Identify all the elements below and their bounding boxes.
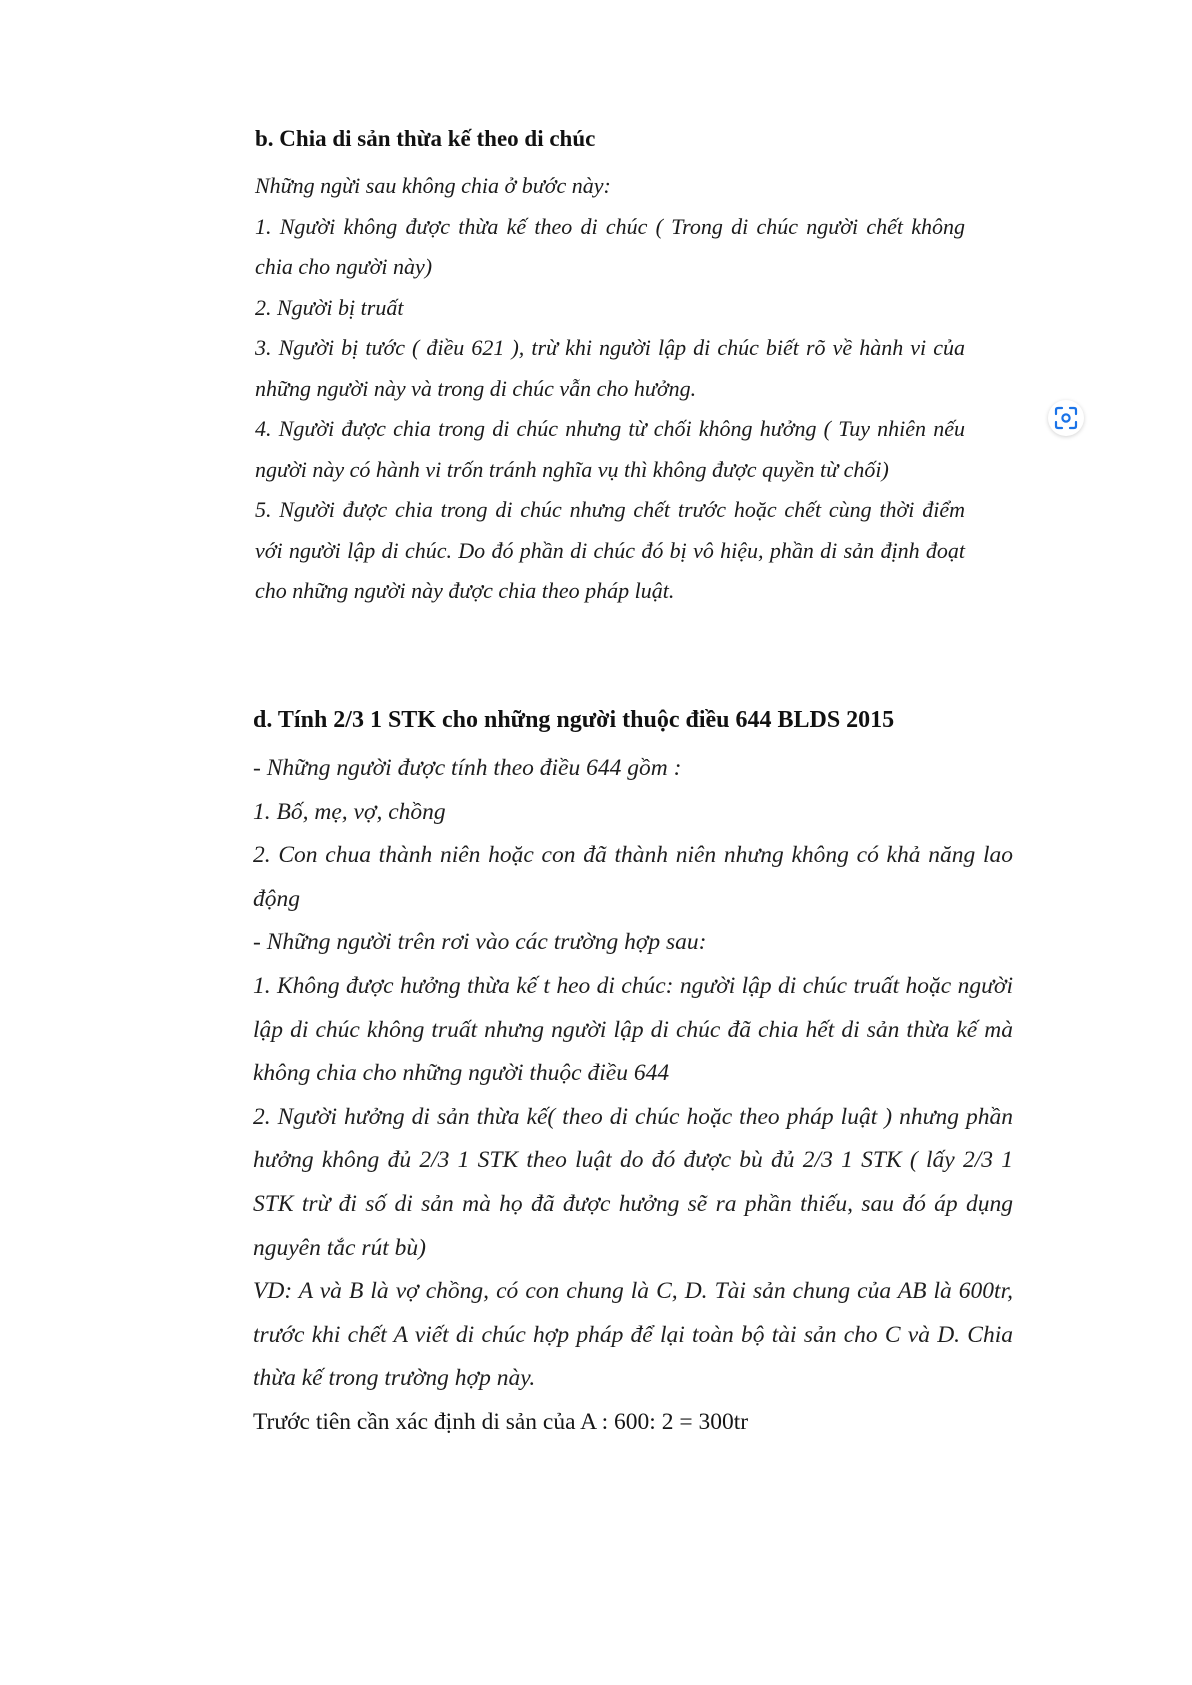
- scan-text-icon: [1053, 405, 1079, 431]
- section-d-case-2: 2. Người hưởng di sản thừa kế( theo di chúc hoặc theo pháp luật ) nhưng phần hưởng không đủ 2/3 1 STK theo luật do đó được bù đủ 2/3 1 STK ( lấy 2/3 1 STK trừ đi số di sản mà họ đã được hưởng sẽ ra phần thiếu, sau đó áp dụng nguyên tắc rút bù): [253, 1103, 1013, 1261]
- section-d-case-1: 1. Không được hưởng thừa kế t heo di chúc: người lập di chúc truất hoặc người lập di chúc không truất nhưng người lập di chúc đã chia hết di sản thừa kế mà không chia cho những người thuộc điều 644: [253, 972, 1013, 1087]
- section-b-heading: b. Chia di sản thừa kế theo di chúc: [255, 126, 596, 151]
- section-d-calculation: Trước tiên cần xác định di sản của A : 600: 2 = 300tr: [253, 1408, 749, 1435]
- section-d-heading: d. Tính 2/3 1 STK cho những người thuộc điều 644 BLDS 2015: [253, 707, 895, 733]
- section-b-intro: Những ngừi sau không chia ở bước này:: [255, 173, 611, 198]
- section-b-item-2: 2. Người bị truất: [255, 294, 404, 320]
- section-d-intro: - Những người được tính theo điều 644 gồm :: [253, 755, 682, 781]
- scan-text-button[interactable]: [1048, 400, 1084, 436]
- section-b-item-1: 1. Người không được thừa kế theo di chúc ( Trong di chúc người chết không chia cho người này): [255, 213, 965, 279]
- section-b-item-3: 3. Người bị tước ( điều 621 ), trừ khi người lập di chúc biết rõ về hành vi của những người này và trong di chúc vẫn cho hưởng.: [255, 335, 965, 401]
- section-d-item-1: 1. Bố, mẹ, vợ, chồng: [253, 798, 446, 825]
- section-d-cases-intro: - Những người trên rơi vào các trường hợp sau:: [253, 929, 707, 956]
- section-b: [255, 126, 965, 612]
- section-d: [253, 705, 1013, 1445]
- section-d-item-2: 2. Con chua thành niên hoặc con đã thành niên nhưng không có khả năng lao động: [253, 842, 1013, 912]
- section-b-item-4: 4. Người được chia trong di chúc nhưng từ chối không hưởng ( Tuy nhiên nếu người này có hành vi trốn tránh nghĩa vụ thì không được quyền từ chối): [255, 416, 965, 482]
- section-b-item-5: 5. Người được chia trong di chúc nhưng chết trước hoặc chết cùng thời điểm với người lập di chúc. Do đó phần di chúc đó bị vô hiệu, phần di sản định đoạt cho những người này được chia theo pháp luật.: [255, 497, 965, 603]
- section-d-example: VD: A và B là vợ chồng, có con chung là C, D. Tài sản chung của AB là 600tr, trước khi chết A viết di chúc hợp pháp để lại toàn bộ tài sản cho C và D. Chia thừa kế trong trường hợp này.: [253, 1278, 1013, 1392]
